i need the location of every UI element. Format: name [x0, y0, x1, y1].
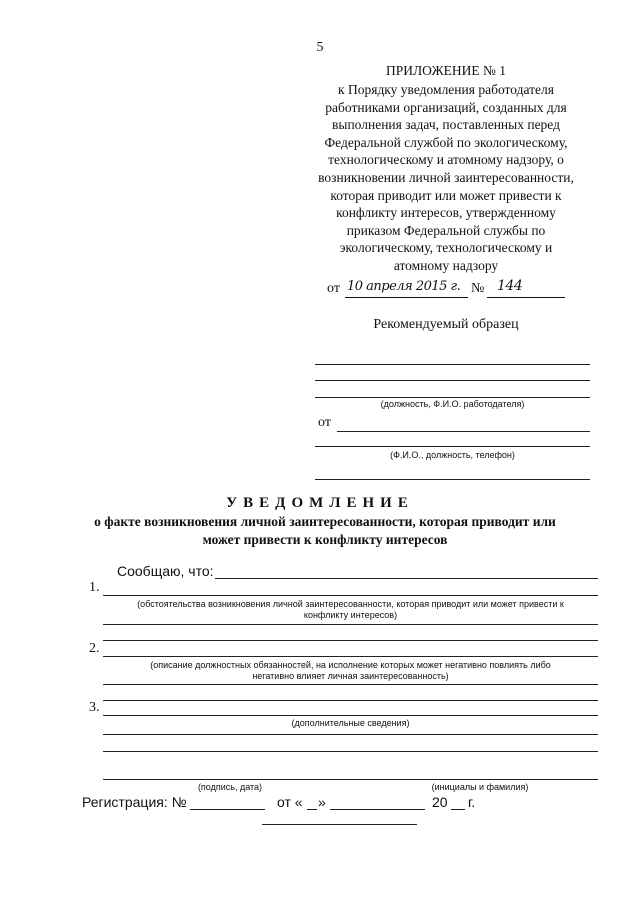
annex-body [296, 81, 596, 275]
registration-year-prefix: 20 [432, 794, 448, 810]
order-number-handwritten: 144 [497, 278, 523, 294]
item-2-line-1 [103, 640, 598, 641]
registration-day-line [307, 809, 317, 810]
annex-line: работниками организаций, созданных для [325, 99, 567, 115]
registration-row [82, 794, 602, 814]
date-prefix: от [327, 281, 340, 296]
item-3-line-1 [103, 715, 598, 716]
signature-line [103, 779, 598, 780]
signature-caption: (подпись, дата) [197, 782, 263, 792]
date-underline [345, 281, 468, 298]
annex-line: атомному надзору [393, 257, 499, 273]
annex-line: технологическому и атомному надзору, о [328, 152, 564, 168]
page-number: 5 [316, 40, 324, 55]
registration-quote-close: » [318, 794, 326, 810]
item-2-line-4 [103, 700, 598, 701]
from-label: от [318, 415, 331, 430]
number-underline [487, 278, 565, 298]
annex-line: к Порядку уведомления работодателя [338, 82, 554, 97]
notice-subject [60, 513, 590, 549]
item-number: 3. [89, 700, 100, 715]
name-caption: (инициалы и фамилия) [431, 782, 529, 792]
notice-subject-line: может привести к конфликту интересов [202, 532, 448, 547]
order-date-handwritten: 10 апреля 2015 г. [347, 279, 461, 294]
annex-line: экологическому, технологическому и [339, 240, 553, 256]
employer-line-2 [315, 380, 590, 381]
registration-number-line [190, 809, 265, 810]
registration-year-line [451, 809, 465, 810]
registrar-signature-line [262, 824, 417, 825]
registration-month-line [330, 809, 425, 810]
annex-line: приказом Федеральной службы по [346, 222, 546, 238]
item-number: 1. [89, 580, 100, 595]
item-1-line-2 [103, 624, 598, 625]
employer-caption: (должность, Ф.И.О. работодателя) [380, 399, 525, 409]
item-3-line-2 [103, 734, 598, 735]
notice-title: УВЕДОМЛЕНИЕ [226, 495, 414, 511]
annex-line: которая приводит или может привести к [330, 187, 562, 203]
item-2-line-2 [103, 656, 598, 657]
sender-line-2 [315, 446, 590, 447]
annex-line: выполнения задач, поставленных перед [332, 117, 560, 133]
item-3-line-3 [103, 751, 598, 752]
sender-line-1 [337, 431, 590, 432]
registration-label: Регистрация: № [82, 794, 187, 810]
item-3-caption: (дополнительные сведения) [291, 718, 410, 728]
annex-line: конфликту интересов, утвержденному [336, 205, 556, 221]
sender-line-3 [315, 479, 590, 480]
item-2-line-3 [103, 684, 598, 685]
annex-line: Федеральной службой по экологическому, [324, 134, 568, 150]
sender-caption: (Ф.И.О., должность, телефон) [390, 450, 515, 460]
notice-subject-line: о факте возникновения личной заинтересованности, которая приводит или [94, 514, 556, 529]
intro-text: Сообщаю, что: [117, 563, 214, 579]
registration-from-label: от « [277, 794, 303, 810]
intro-line [215, 578, 598, 579]
item-1-caption: (обстоятельства возникновения личной заинтересованности, которая приводит или может привести к конфликту интересов) [137, 599, 564, 620]
number-prefix: № [471, 281, 485, 296]
registration-year-suffix: г. [468, 794, 476, 810]
employer-line-1 [315, 364, 590, 365]
item-number: 2. [89, 641, 100, 656]
sample-label: Рекомендуемый образец [373, 317, 519, 332]
annex-line: возникновении личной заинтересованности, [318, 169, 574, 185]
employer-line-3 [315, 397, 590, 398]
item-2-caption: (описание должностных обязанностей, на исполнение которых может негативно повлиять либо негативно влияет личная заинтересованность) [150, 660, 551, 681]
annex-title: ПРИЛОЖЕНИЕ № 1 [385, 63, 507, 78]
item-1-line-1 [103, 595, 598, 596]
